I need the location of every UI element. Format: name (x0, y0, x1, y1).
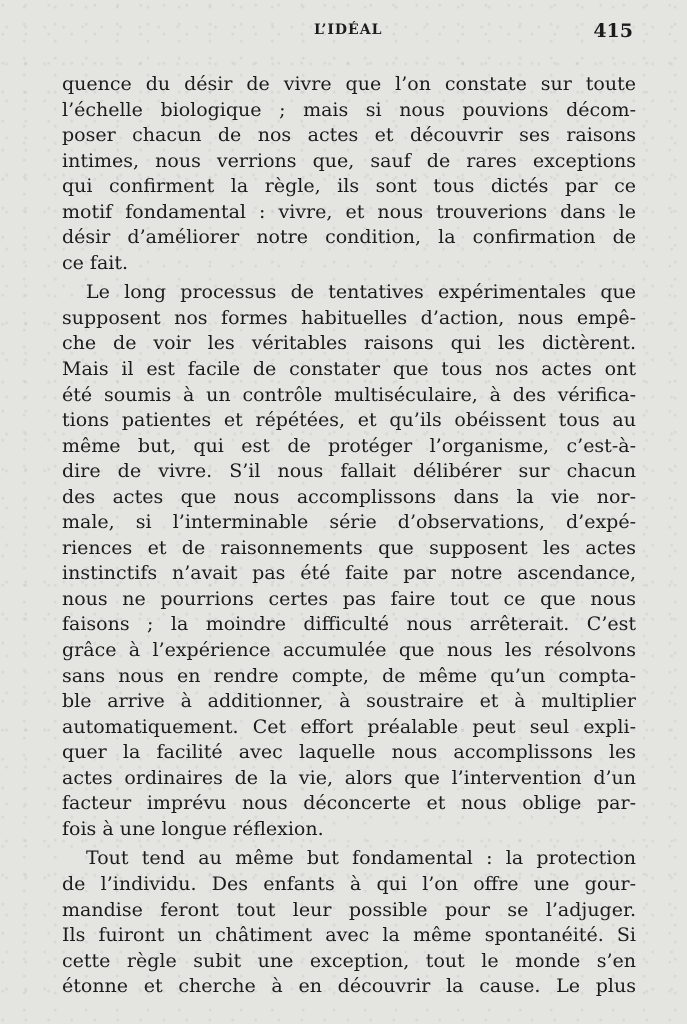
text-line: des actes que nous accomplissons dans la vie nor- (62, 485, 636, 508)
text-line: tions patientes et répétées, et qu’ils obéissent tous au (62, 409, 636, 432)
text-line: Ils fuiront un châtiment avec la même spontanéité. Si (62, 924, 636, 947)
text-line: che de voir les véritables raisons qui les dictèrent. (62, 332, 636, 355)
paragraph (62, 846, 636, 999)
text-line: instinctifs n’avait pas été faite par notre ascendance, (62, 562, 636, 585)
text-line: étonne et cherche à en découvrir la cause. Le plus (62, 975, 636, 998)
text-line: mandise feront tout leur possible pour se l’adjuger. (62, 898, 636, 921)
body-text (62, 72, 636, 1000)
page-number: 415 (593, 20, 633, 42)
paragraph (62, 72, 636, 276)
text-line: poser chacun de nos actes et découvrir ses raisons (62, 124, 636, 147)
text-line: intimes, nous verrions que, sauf de rares exceptions (62, 149, 636, 172)
text-line: nous ne pourrions certes pas faire tout ce que nous (62, 587, 636, 610)
text-line: cette règle subit une exception, tout le monde s’en (62, 949, 636, 972)
text-line: supposent nos formes habituelles d’action, nous empê- (62, 306, 636, 329)
text-line: actes ordinaires de la vie, alors que l’intervention d’un (62, 766, 636, 789)
running-head (0, 20, 687, 44)
text-line: l’échelle biologique ; mais si nous pouvions décom- (62, 98, 636, 121)
text-line: motif fondamental : vivre, et nous trouverions dans le (62, 200, 636, 223)
text-line: fois à une longue réflexion. (62, 817, 324, 840)
text-line: qui confirment la règle, ils sont tous dictés par ce (62, 175, 636, 198)
text-line: même but, qui est de protéger l’organisme, c’est-à- (62, 434, 636, 457)
text-line: ce fait. (62, 251, 129, 274)
text-line: faisons ; la moindre difficulté nous arrêterait. C’est (62, 613, 636, 636)
text-line: Tout tend au même but fondamental : la protection (86, 847, 636, 870)
text-line: Mais il est facile de constater que tous nos actes ont (62, 358, 636, 381)
running-title: L’IDÉAL (314, 22, 383, 38)
text-line: male, si l’interminable série d’observations, d’expé- (62, 511, 636, 534)
text-line: automatiquement. Cet effort préalable peut seul expli- (62, 715, 636, 738)
text-line: désir d’améliorer notre condition, la confirmation de (62, 226, 636, 249)
text-line: de l’individu. Des enfants à qui l’on offre une gour- (62, 872, 636, 895)
text-line: quence du désir de vivre que l’on constate sur toute (62, 73, 636, 95)
text-line: été soumis à un contrôle multiséculaire, à des vérifica- (62, 383, 636, 406)
text-line: dire de vivre. S’il nous fallait délibérer sur chacun (62, 460, 636, 483)
text-line: riences et de raisonnements que supposent les actes (62, 536, 636, 559)
text-line: sans nous en rendre compte, de même qu’un compta- (62, 664, 636, 687)
text-line: ble arrive à additionner, à soustraire et à multiplier (62, 690, 636, 713)
text-line: facteur imprévu nous déconcerte et nous oblige par- (62, 792, 636, 815)
text-line: Le long processus de tentatives expérimentales que (86, 281, 636, 304)
text-line: quer la facilité avec laquelle nous accomplissons les (62, 741, 636, 764)
text-line: grâce à l’expérience accumulée que nous les résolvons (62, 639, 636, 662)
paragraph (62, 280, 636, 842)
